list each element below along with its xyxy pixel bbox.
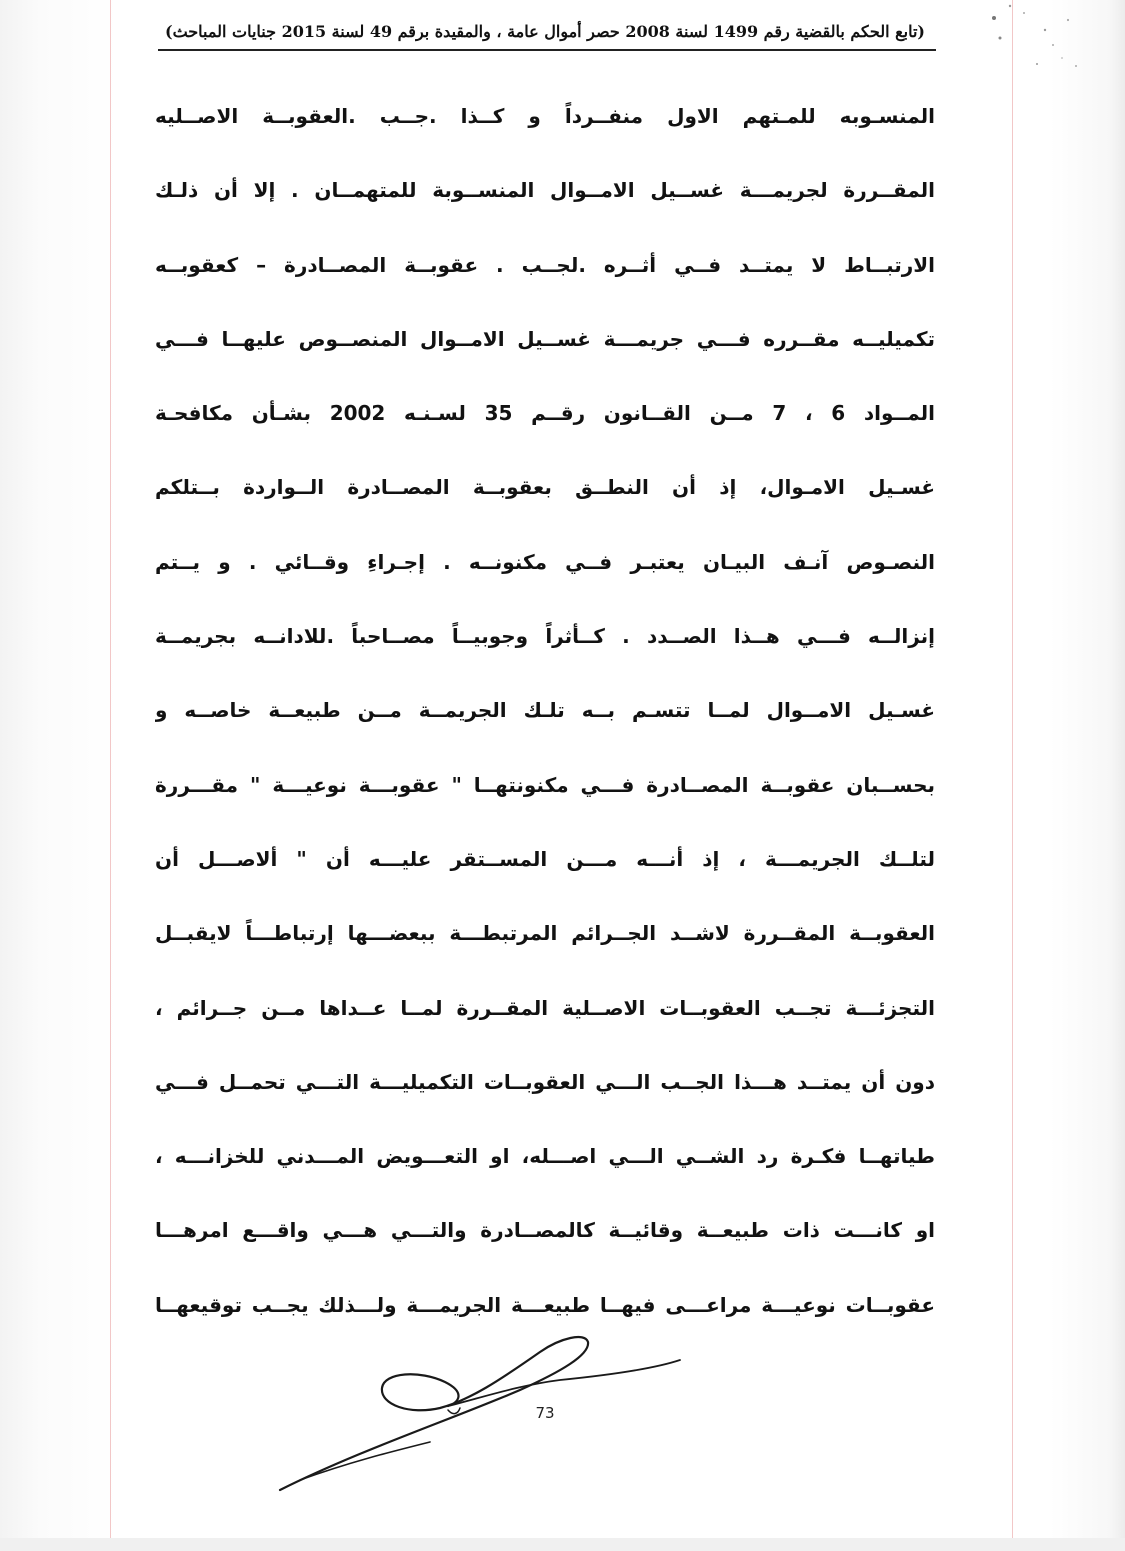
page-bottom-edge [0,1538,1125,1551]
body-line: التجزئـــة تجــب العقوبــات الاصــلية المقــررة لمــا عــداها مــن جــرائم ، [155,995,935,1020]
body-line: المقــررة لجريمـــة غســيل الامــوال المنســوبة للمتهمــان . إلا أن ذلـك [155,178,935,203]
scan-specks [980,0,1090,70]
body-line: إنزالــه فـــي هــذا الصــدد . كــأثراً وجوبيــاً مصــاحباً .للادانــه بجريمــة [155,624,935,649]
body-line: طياتهــا فكـرة رد الشــي الـــي اصـــله، او التعـــويض المـــدني للخزانـــه ، [155,1144,935,1169]
handwritten-signature [270,1330,690,1520]
page-number: 73 [535,1404,555,1422]
judgment-body [155,88,935,1351]
right-margin-rule [1012,0,1013,1551]
body-line: العقوبــة المقــررة لاشــد الجــرائم المرتبطـــة ببعضـــها إرتباطـــاً لايقبــل [155,921,935,946]
body-line: دون أن يمتــد هـــذا الجــب الـــي العقوبــات التكميليـــة التـــي تحمــل فـــي [155,1069,935,1094]
body-line: النصـوص آنـف البيـان يعتبـر فــي مكنونــه . إجـراءِ وقــائي . و يــتم [155,549,935,574]
body-line: تكميليــه مقــرره فـــي جريمـــة غســيل الامــوال المنصــوص عليهــا فـــي [155,326,935,351]
body-line: المــواد 6 ، 7 مــن القــانون رقــم 35 لسـنـه 2002 بشـأن مكافحـة [155,401,935,426]
body-line: بحســبان عقوبــة المصــادرة فـــي مكنونتهــا " عقوبـــة نوعيـــة " مقـــررة [155,772,935,797]
body-line: غسـيل الامــوال لمــا تتسـم بــه تلـك الجريمــة مــن طبيعــة خاصــه و [155,698,935,723]
body-line: لتلــك الجريمـــة ، إذ أنـــه مـــن المســتقر عليـــه أن " ألاصـــل أن [155,846,935,871]
body-line: المنسـوبه للمـتهم الاول منفــرداً و كــذا .جــب .العقوبــة الاصــليه [155,104,935,128]
header-underline [158,49,936,51]
body-line: غسـيل الامـوال، إذ أن النطــق بعقوبــة المصــادرة الــواردة بــتلكم [155,475,935,500]
case-header: (تابع الحكم بالقضية رقم 1499 لسنة 2008 حصر أموال عامة ، والمقيدة برقم 49 لسنة 2015 جنايات المباحث) [165,22,925,41]
body-line: عقوبــات نوعيـــة مراعـــى فيهــا طبيعـــة الجريمـــة ولـــذلك يجــب توقيعهــا [155,1292,935,1317]
left-margin-rule [110,0,111,1551]
body-line: او كانـــت ذات طبيعــة وقائيــة كالمصــادرة والتـــي هـــي واقـــع امرهـــا [155,1218,935,1243]
body-line: الارتبــاط لا يمتــد فــي أثــره .لجــب . عقوبــة المصــادرة – كعقوبــه [155,252,935,277]
